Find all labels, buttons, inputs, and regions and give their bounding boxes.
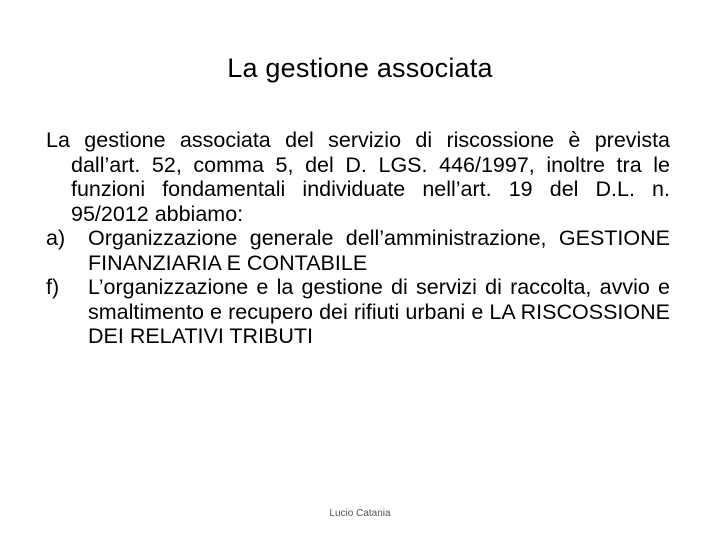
list-item xyxy=(46,275,670,349)
slide-body xyxy=(46,128,670,349)
list-marker: f) xyxy=(46,275,60,299)
slide-title: La gestione associata xyxy=(227,53,493,83)
list-marker: a) xyxy=(46,226,66,250)
intro-paragraph: La gestione associata del servizio di riscossione è prevista dall’art. 52, comma 5, del D. LGS. 446/1997, inoltre tra le funzioni fondamentali individuate nell’art. 19 del D.L. n. 95/2012 abbiamo: xyxy=(46,128,670,226)
slide-footer-author: Lucio Catania xyxy=(329,508,391,519)
list-item-text: L’organizzazione e la gestione di servizi di raccolta, avvio e smaltimento e recupero dei rifiuti urbani e LA RISCOSSIONE DEI RELATIVI TRIBUTI xyxy=(88,275,670,348)
list-item-text: Organizzazione generale dell’amministrazione, GESTIONE FINANZIARIA E CONTABILE xyxy=(88,226,670,275)
list-item xyxy=(46,226,670,275)
